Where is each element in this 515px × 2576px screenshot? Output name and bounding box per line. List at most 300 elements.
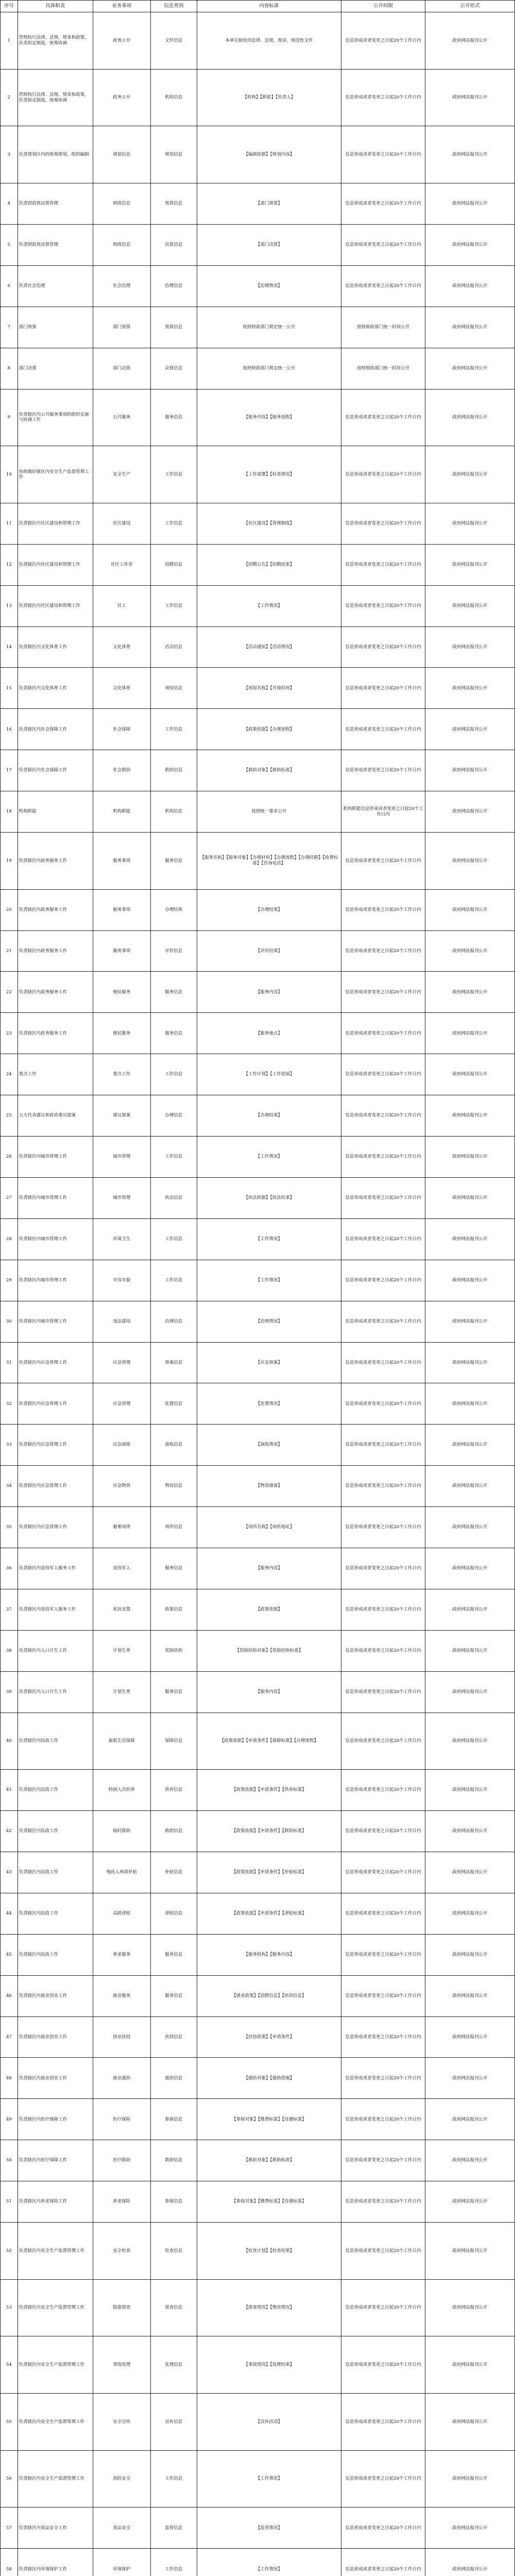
row-duty: 贯彻执行法律、法规、规章和政策，负责拟定制度，统筹协调 <box>18 69 93 126</box>
table-row <box>1 889 515 930</box>
row-item: 隐患排查 <box>93 2279 150 2336</box>
row-category: 政策信息 <box>150 1589 197 1630</box>
row-number: 9 <box>1 389 18 446</box>
row-number: 21 <box>1 930 18 972</box>
row-item: 应急管理 <box>93 1342 150 1383</box>
row-form: 政府网站报刊公开 <box>425 1177 514 1218</box>
row-standard: 【政策依据】【申请条件】【供养标准】 <box>197 1770 341 1811</box>
row-category: 预算信息 <box>150 183 197 225</box>
row-standard: 【政策依据】【申请条件】【补贴标准】 <box>197 1852 341 1893</box>
row-item: 文化体育 <box>93 626 150 668</box>
row-category: 执法信息 <box>150 1177 197 1218</box>
row-form: 政府网站报刊公开 <box>425 126 514 183</box>
row-standard: 【政策依据】【申请条件】【保障标准】【办理流程】 <box>197 1713 341 1770</box>
table-row <box>1 183 515 225</box>
row-category: 评价信息 <box>150 930 197 972</box>
row-standard: 按照财政部门规定统一公开 <box>197 307 341 348</box>
row-standard: 【参保对象】【缴费标准】【待遇标准】 <box>197 2099 341 2140</box>
row-category: 演练信息 <box>150 1425 197 1466</box>
row-standard: 【工作情况】 <box>197 2450 341 2507</box>
table-row <box>1 930 515 972</box>
row-standard: 【场所名称】【场所地址】 <box>197 1507 341 1548</box>
row-category: 治理信息 <box>150 265 197 307</box>
row-number: 24 <box>1 1054 18 1095</box>
table-row <box>1 1095 515 1137</box>
row-standard: 【工作情况】 <box>197 1218 341 1260</box>
row-category: 服务信息 <box>150 833 197 890</box>
row-number: 51 <box>1 2181 18 2223</box>
row-duty: 负责辖区内就业创业工作 <box>18 1975 93 2016</box>
row-item: 避难场所 <box>93 1507 150 1548</box>
row-form: 政府网站报刊公开 <box>425 1975 514 2016</box>
row-item: 应急管理 <box>93 1383 150 1425</box>
table-row <box>1 2336 515 2394</box>
row-duty: 负责辖区内医疗保障工作 <box>18 2140 93 2181</box>
row-item: 计划生育 <box>93 1671 150 1713</box>
table-row <box>1 833 515 890</box>
row-time-limit: 信息形成或者变更之日起20个工作日内 <box>341 1589 425 1630</box>
row-item: 社工 <box>93 585 150 626</box>
row-category: 工作信息 <box>150 446 197 503</box>
row-item: 部门预算 <box>93 307 150 348</box>
row-duty: 部门预算 <box>18 307 93 348</box>
row-form: 政府网站报刊公开 <box>425 1218 514 1260</box>
row-category: 办理信息 <box>150 1095 197 1137</box>
row-item: 养老保险 <box>93 2181 150 2223</box>
row-duty: 负责辖区内应急管理工作 <box>18 1383 93 1425</box>
row-time-limit: 信息形成或者变更之日起20个工作日内 <box>341 126 425 183</box>
row-standard: 【工作情况】 <box>197 1137 341 1178</box>
row-item: 财政信息 <box>93 183 150 225</box>
row-standard: 【事故情况】【处理结果】 <box>197 2336 341 2394</box>
table-row <box>1 12 515 70</box>
row-standard: 【部门预算】 <box>197 183 341 225</box>
row-standard: 【检查计划】【检查结果】 <box>197 2223 341 2280</box>
row-form: 政府网站报刊公开 <box>425 1548 514 1589</box>
row-item: 安全检查 <box>93 2223 150 2280</box>
row-number: 19 <box>1 833 18 890</box>
table-row <box>1 2223 515 2280</box>
row-number: 56 <box>1 2450 18 2507</box>
row-duty: 负责辖区内安全生产监督管理工作 <box>18 2336 93 2394</box>
row-form: 政府网站报刊公开 <box>425 2181 514 2223</box>
row-category: 监管信息 <box>150 2507 197 2549</box>
row-category: 工作信息 <box>150 585 197 626</box>
row-form: 政府网站报刊公开 <box>425 1713 514 1770</box>
row-duty: 负责辖区内文化体育工作 <box>18 626 93 668</box>
row-time-limit: 信息形成或者变更之日起20个工作日内 <box>341 1811 425 1852</box>
row-standard: 【服务名称】【服务对象】【办理材料】【办理流程】【办理时限】【收费标准】【咨询电话】 <box>197 833 341 890</box>
row-item: 医疗保险 <box>93 2099 150 2140</box>
row-category: 保障信息 <box>150 1713 197 1770</box>
table-row <box>1 1852 515 1893</box>
row-form: 政府网站报刊公开 <box>425 389 514 446</box>
row-number: 34 <box>1 1466 18 1507</box>
row-duty: 负责社会治理 <box>18 265 93 307</box>
table-row <box>1 1507 515 1548</box>
row-item: 政务公开 <box>93 12 150 70</box>
table-row <box>1 2549 515 2576</box>
row-number: 33 <box>1 1425 18 1466</box>
row-number: 26 <box>1 1137 18 1178</box>
row-category: 救助信息 <box>150 1811 197 1852</box>
row-standard: 【政策依据】【申请条件】【津贴标准】 <box>197 1893 341 1934</box>
row-duty: 负责辖区内城市管理工作 <box>18 1218 93 1260</box>
row-duty: 负责辖区内退役军人服务工作 <box>18 1548 93 1589</box>
row-item: 环境卫生 <box>93 1218 150 1260</box>
row-number: 45 <box>1 1934 18 1975</box>
table-row <box>1 585 515 626</box>
row-number: 13 <box>1 585 18 626</box>
row-form: 政府网站报刊公开 <box>425 750 514 791</box>
row-time-limit: 信息形成或者变更之日起20个工作日内 <box>341 389 425 446</box>
row-category: 机构信息 <box>150 69 197 126</box>
table-row <box>1 446 515 503</box>
row-category: 决算信息 <box>150 348 197 389</box>
header-item: 业务事项 <box>93 1 150 12</box>
row-standard: 【应急预案】 <box>197 1342 341 1383</box>
row-standard: 【处置情况】 <box>197 1383 341 1425</box>
row-standard: 【工作情况】 <box>197 2549 341 2576</box>
row-standard: 【救助对象】【救助标准】 <box>197 750 341 791</box>
row-number: 14 <box>1 626 18 668</box>
row-number: 49 <box>1 2099 18 2140</box>
row-number: 1 <box>1 12 18 70</box>
row-duty: 负责辖区内应急管理工作 <box>18 1507 93 1548</box>
row-duty: 负责辖区内社区建设和管理工作 <box>18 503 93 544</box>
row-number: 20 <box>1 889 18 930</box>
row-number: 18 <box>1 791 18 833</box>
row-time-limit: 信息形成或者变更之日起20个工作日内 <box>341 1507 425 1548</box>
row-duty: 负责辖区内食品安全工作 <box>18 2507 93 2549</box>
row-item: 社区建设 <box>93 503 150 544</box>
row-category: 机构信息 <box>150 791 197 833</box>
table-row <box>1 1260 515 1301</box>
row-time-limit: 信息形成或者变更之日起20个工作日内 <box>341 1095 425 1137</box>
row-item: 退役军人 <box>93 1548 150 1589</box>
row-form: 政府网站报刊公开 <box>425 1934 514 1975</box>
table-row <box>1 972 515 1013</box>
row-duty: 贯彻执行法律、法规、规章和政策，负责拟定制度，统筹协调 <box>18 12 93 70</box>
row-duty: 负责辖区内政务服务工作 <box>18 833 93 890</box>
row-duty: 部门决算 <box>18 348 93 389</box>
row-category: 工作信息 <box>150 503 197 544</box>
row-duty: 负责辖区内社会保障工作 <box>18 709 93 750</box>
row-standard: 【评价结果】 <box>197 930 341 972</box>
row-form: 政府网站报刊公开 <box>425 972 514 1013</box>
row-number: 27 <box>1 1177 18 1218</box>
table-row <box>1 348 515 389</box>
table-row <box>1 1770 515 1811</box>
row-item: 政务公开 <box>93 69 150 126</box>
table-row <box>1 1177 515 1218</box>
row-standard: 【宣传活动】 <box>197 2394 341 2451</box>
row-number: 39 <box>1 1671 18 1713</box>
row-category: 救助信息 <box>150 2140 197 2181</box>
row-time-limit: 信息形成或者变更之日起20个工作日内 <box>341 2223 425 2280</box>
row-time-limit: 信息形成或者变更之日起20个工作日内 <box>341 1934 425 1975</box>
row-item: 安全宣传 <box>93 2394 150 2451</box>
row-duty: 负责辖区内社会保障工作 <box>18 750 93 791</box>
row-time-limit: 信息形成或者变更之日起20个工作日内 <box>341 1466 425 1507</box>
row-duty: 负责辖区内政务服务工作 <box>18 1013 93 1054</box>
row-time-limit: 信息形成或者变更之日起20个工作日内 <box>341 2058 425 2099</box>
row-duty: 负责辖区内民政工作 <box>18 1934 93 1975</box>
row-time-limit: 信息形成或者变更之日起20个工作日内 <box>341 1713 425 1770</box>
row-item: 违法建设 <box>93 1301 150 1342</box>
row-form: 政府网站报刊公开 <box>425 2099 514 2140</box>
row-category: 援助信息 <box>150 2058 197 2099</box>
row-item: 残疾人两项补贴 <box>93 1852 150 1893</box>
row-standard: 本单位制发的法律、法规、规章、规范性文件 <box>197 12 341 70</box>
row-item: 最低生活保障 <box>93 1713 150 1770</box>
table-row <box>1 307 515 348</box>
row-form: 政府网站报刊公开 <box>425 544 514 585</box>
row-item: 市容市貌 <box>93 1260 150 1301</box>
row-form: 政府网站报刊公开 <box>425 2450 514 2507</box>
header-duty: 具体职责 <box>18 1 93 12</box>
row-duty: 负责辖区内退役军人服务工作 <box>18 1589 93 1630</box>
row-duty: 负责辖区内安全生产监督管理工作 <box>18 2450 93 2507</box>
row-duty: 负责辖区内环境保护工作 <box>18 2549 93 2576</box>
row-category: 工作信息 <box>150 1260 197 1301</box>
row-category: 物资信息 <box>150 1466 197 1507</box>
row-category: 活动信息 <box>150 626 197 668</box>
row-standard: 【工作情况】 <box>197 585 341 626</box>
row-item: 就业援助 <box>93 2058 150 2099</box>
row-item: 文化体育 <box>93 668 150 709</box>
row-number: 58 <box>1 2549 18 2576</box>
row-duty: 负责辖区内社区建设和管理工作 <box>18 544 93 585</box>
row-number: 6 <box>1 265 18 307</box>
row-form: 政府网站报刊公开 <box>425 183 514 225</box>
row-category: 服务信息 <box>150 1013 197 1054</box>
row-form: 政府网站报刊公开 <box>425 2549 514 2576</box>
row-number: 48 <box>1 2058 18 2099</box>
row-category: 场所信息 <box>150 1507 197 1548</box>
row-number: 4 <box>1 183 18 225</box>
table-body <box>1 12 515 2576</box>
row-standard: 【监管情况】 <box>197 2507 341 2549</box>
row-standard: 【服务机构】【服务内容】 <box>197 1934 341 1975</box>
row-time-limit: 信息形成或者变更之日起20个工作日内 <box>341 2181 425 2223</box>
row-number: 37 <box>1 1589 18 1630</box>
row-duty: 负责辖区内城市管理工作 <box>18 1137 93 1178</box>
row-category: 参保信息 <box>150 2181 197 2223</box>
row-duty: 负责辖区内民政工作 <box>18 1811 93 1852</box>
row-standard: 【服务内容】 <box>197 1671 341 1713</box>
row-category: 工作信息 <box>150 2450 197 2507</box>
row-time-limit: 信息形成或者变更之日起20个工作日内 <box>341 709 425 750</box>
row-duty: 负责辖区内人口计生工作 <box>18 1630 93 1671</box>
row-number: 10 <box>1 446 18 503</box>
row-form: 政府网站报刊公开 <box>425 1095 514 1137</box>
row-category: 决算信息 <box>150 224 197 265</box>
row-time-limit: 信息形成或者变更之日起20个工作日内 <box>341 1260 425 1301</box>
row-standard: 【办理结果】 <box>197 1095 341 1137</box>
row-time-limit: 信息形成或者变更之日起20个工作日内 <box>341 1630 425 1671</box>
table-row <box>1 2181 515 2223</box>
table-row <box>1 1630 515 1671</box>
row-category: 参保信息 <box>150 2099 197 2140</box>
row-standard: 【治理情况】 <box>197 265 341 307</box>
row-standard: 【服务地点】 <box>197 1013 341 1054</box>
row-number: 7 <box>1 307 18 348</box>
table-row <box>1 389 515 446</box>
row-duty: 负责辖区内公共服务事项的组织实施与协调工作 <box>18 389 93 446</box>
row-time-limit: 信息形成或者变更之日起20个工作日内 <box>341 2336 425 2394</box>
row-time-limit: 信息形成或者变更之日起20个工作日内 <box>341 1342 425 1383</box>
row-category: 服务信息 <box>150 1975 197 2016</box>
row-category: 扶持信息 <box>150 2016 197 2058</box>
row-form: 政府网站报刊公开 <box>425 1893 514 1934</box>
table-row <box>1 224 515 265</box>
row-item: 社会治理 <box>93 265 150 307</box>
row-item: 服务事项 <box>93 930 150 972</box>
row-time-limit: 信息形成或者变更之日起20个工作日内 <box>341 626 425 668</box>
row-category: 办理结果 <box>150 889 197 930</box>
row-form: 政府网站报刊公开 <box>425 2223 514 2280</box>
row-time-limit: 信息形成或者变更之日起20个工作日内 <box>341 446 425 503</box>
row-number: 29 <box>1 1260 18 1301</box>
header-category: 信息类别 <box>150 1 197 12</box>
row-category: 规划信息 <box>150 126 197 183</box>
row-form: 政府网站报刊公开 <box>425 1425 514 1466</box>
row-duty: 负责辖区内应急管理工作 <box>18 1425 93 1466</box>
row-item: 养老服务 <box>93 1934 150 1975</box>
row-duty: 负责辖区内文化体育工作 <box>18 668 93 709</box>
row-form: 政府网站报刊公开 <box>425 626 514 668</box>
row-duty: 负责辖区内民政工作 <box>18 1852 93 1893</box>
row-form: 政府网站报刊公开 <box>425 1630 514 1671</box>
row-time-limit: 信息形成或者变更之日起20个工作日内 <box>341 1671 425 1713</box>
row-form: 政府网站报刊公开 <box>425 1054 514 1095</box>
row-item: 服务事项 <box>93 833 150 890</box>
row-duty: 负责辖区内就业创业工作 <box>18 2058 93 2099</box>
row-time-limit: 按照财政部门统一时间公开 <box>341 348 425 389</box>
row-number: 12 <box>1 544 18 585</box>
row-form: 政府网站报刊公开 <box>425 224 514 265</box>
row-time-limit: 信息形成或者变更之日起20个工作日内 <box>341 972 425 1013</box>
row-form: 政府网站报刊公开 <box>425 1301 514 1342</box>
row-form: 政府网站报刊公开 <box>425 2016 514 2058</box>
row-item: 便民服务 <box>93 1013 150 1054</box>
row-time-limit: 信息形成或者变更之日起20个工作日内 <box>341 1301 425 1342</box>
row-item: 财政信息 <box>93 224 150 265</box>
row-form: 政府网站报刊公开 <box>425 1137 514 1178</box>
row-time-limit: 信息形成或者变更之日起20个工作日内 <box>341 1383 425 1425</box>
row-form: 政府网站报刊公开 <box>425 668 514 709</box>
row-form: 政府网站报刊公开 <box>425 12 514 70</box>
table-row <box>1 1466 515 1507</box>
table-row <box>1 2450 515 2507</box>
row-standard: 【排查情况】【整改情况】 <box>197 2279 341 2336</box>
row-duty: 负责辖区内民政工作 <box>18 1713 93 1770</box>
table-row <box>1 2140 515 2181</box>
row-item: 食品安全 <box>93 2507 150 2549</box>
row-standard: 【工作计划】【工作进展】 <box>197 1054 341 1095</box>
row-standard: 【部门决算】 <box>197 224 341 265</box>
row-form: 政府网站报刊公开 <box>425 348 514 389</box>
row-standard: 【服务内容】 <box>197 972 341 1013</box>
row-time-limit: 信息形成或者变更之日起20个工作日内 <box>341 2016 425 2058</box>
table-row <box>1 2016 515 2058</box>
table-row <box>1 544 515 585</box>
table-row <box>1 1054 515 1095</box>
row-category: 服务信息 <box>150 389 197 446</box>
row-category: 工作信息 <box>150 1218 197 1260</box>
row-number: 31 <box>1 1342 18 1383</box>
row-time-limit: 信息形成或者变更之日起20个工作日内 <box>341 1218 425 1260</box>
row-standard: 【工作部署】【检查情况】 <box>197 446 341 503</box>
row-time-limit: 信息形成或者变更之日起20个工作日内 <box>341 889 425 930</box>
row-number: 22 <box>1 972 18 1013</box>
row-standard: 【机构】【职能】【负责人】 <box>197 69 341 126</box>
row-item: 高龄津贴 <box>93 1893 150 1934</box>
row-category: 工作信息 <box>150 2549 197 2576</box>
row-time-limit: 信息形成或者变更之日起20个工作日内 <box>341 1137 425 1178</box>
row-form: 政府网站报刊公开 <box>425 833 514 890</box>
table-row <box>1 503 515 544</box>
row-form: 政府网站报刊公开 <box>425 2140 514 2181</box>
row-duty: 负责辖区内安全生产监督管理工作 <box>18 2394 93 2451</box>
row-time-limit: 按照财政部门统一时间公开 <box>341 307 425 348</box>
row-item: 事故处理 <box>93 2336 150 2394</box>
row-item: 计划生育 <box>93 1630 150 1671</box>
row-category: 供养信息 <box>150 1770 197 1811</box>
row-time-limit: 信息形成或者变更之日起20个工作日内 <box>341 1975 425 2016</box>
row-number: 11 <box>1 503 18 544</box>
row-item: 规划信息 <box>93 126 150 183</box>
table-row <box>1 126 515 183</box>
row-form: 政府网站报刊公开 <box>425 791 514 833</box>
row-standard: 【就业政策】【招聘信息】【培训信息】 <box>197 1975 341 2016</box>
table-row <box>1 1137 515 1178</box>
row-standard: 【执法依据】【执法结果】 <box>197 1177 341 1218</box>
row-item: 优抚安置 <box>93 1589 150 1630</box>
row-time-limit: 信息形成或者变更之日起20个工作日内 <box>341 2140 425 2181</box>
table-row <box>1 626 515 668</box>
row-form: 政府网站报刊公开 <box>425 307 514 348</box>
row-number: 5 <box>1 224 18 265</box>
row-time-limit: 信息形成或者变更之日起20个工作日内 <box>341 1054 425 1095</box>
row-item: 社会保障 <box>93 709 150 750</box>
row-category: 预案信息 <box>150 1342 197 1383</box>
row-standard: 【活动通知】【活动情况】 <box>197 626 341 668</box>
row-time-limit: 信息形成或者变更之日起20个工作日内 <box>341 2507 425 2549</box>
row-category: 预算信息 <box>150 307 197 348</box>
row-standard: 【社区建设】【管理制度】 <box>197 503 341 544</box>
row-time-limit: 信息形成或者变更之日起20个工作日内 <box>341 1425 425 1466</box>
row-number: 41 <box>1 1770 18 1811</box>
row-item: 应急物资 <box>93 1466 150 1507</box>
row-duty: 负责辖区内人口计生工作 <box>18 1671 93 1713</box>
row-item: 应急演练 <box>93 1425 150 1466</box>
row-duty: 负责规划区内的统筹规划，组织编制 <box>18 126 93 183</box>
row-standard: 【招聘公告】【招聘结果】 <box>197 544 341 585</box>
row-form: 政府网站报刊公开 <box>425 1770 514 1811</box>
row-duty: 负责辖区内应急管理工作 <box>18 1342 93 1383</box>
row-form: 政府网站报刊公开 <box>425 585 514 626</box>
table-row <box>1 1589 515 1630</box>
row-category: 津贴信息 <box>150 1893 197 1934</box>
row-number: 2 <box>1 69 18 126</box>
row-number: 57 <box>1 2507 18 2549</box>
table-row <box>1 1383 515 1425</box>
table-row <box>1 1713 515 1770</box>
row-standard: 【治理情况】 <box>197 1301 341 1342</box>
row-number: 32 <box>1 1383 18 1425</box>
